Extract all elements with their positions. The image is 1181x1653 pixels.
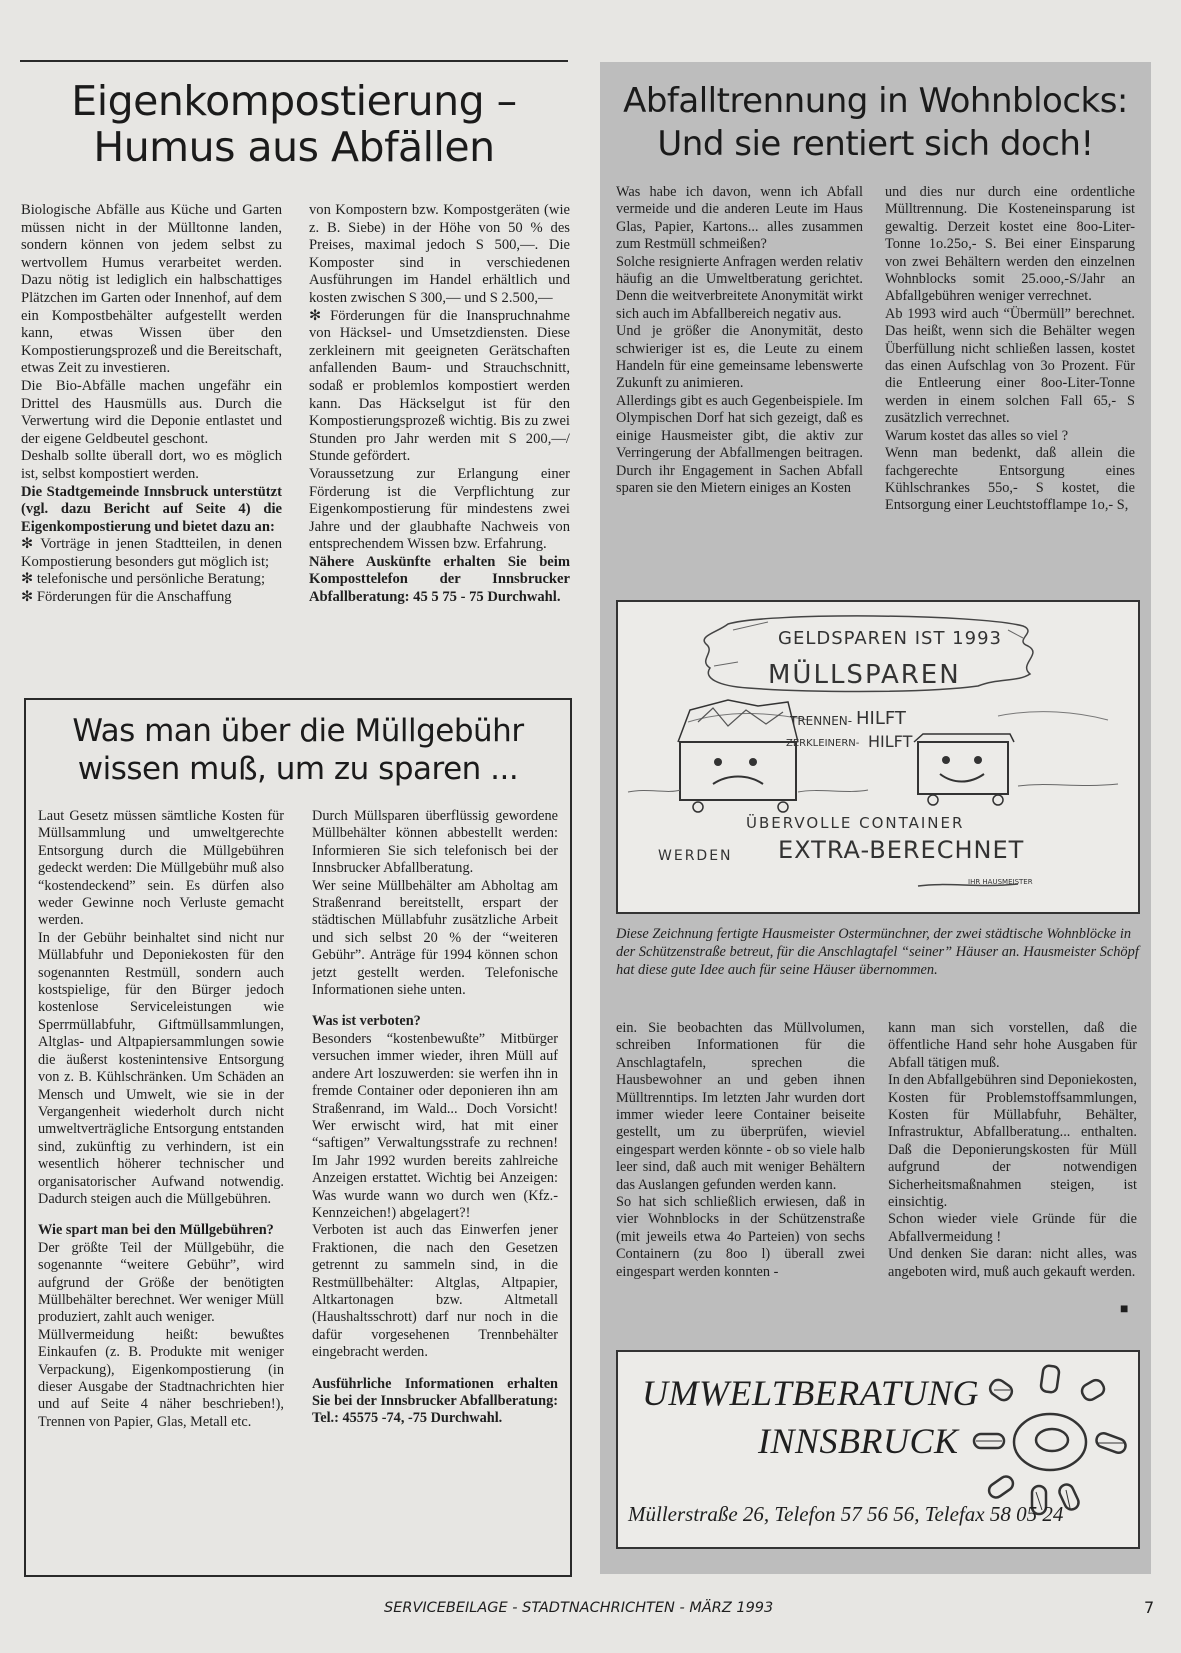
sketch-line4a: ZERKLEINERN- xyxy=(786,738,860,749)
paragraph: Allerdings gibt es auch Gegenbeispiele. Im Olympischen Dorf hat sich gezeigt, daß es einige Hausmeister gibt, die aktiv zur Verringerung der Abfallmengen beitragen. Durch ihr Engagement in Sachen Abfall sparen sie den Mietern einiges an Kosten xyxy=(616,392,863,496)
paragraph: kann man sich vorstellen, daß die öffentliche Hand sehr hohe Ausgaben für Abfall tätigen muß. xyxy=(888,1020,1137,1071)
article1-title-line2: Humus aus Abfällen xyxy=(93,123,495,171)
sketch-line2: MÜLLSPAREN xyxy=(768,660,961,690)
paragraph: Solche resignierte Anfragen werden relativ häufig an die Umweltberatung gerichtet. Denn die weitverbreitete Anonymität wirkt sich auch im Abfallbereich negativ aus. xyxy=(616,253,863,322)
paragraph: Und je größer die Anonymität, desto schwieriger ist es, die Leute zu einem Handeln für eine gemeinsame lebenswerte Zukunft zu animieren. xyxy=(616,323,863,392)
article3-col2 xyxy=(885,184,1135,515)
bold-paragraph: Ausführliche Informationen erhalten Sie bei der Innsbrucker Abfallberatung: Tel.: 45575 -74, -75 Durchwahl. xyxy=(312,1375,558,1427)
logo-line2: INNSBRUCK xyxy=(758,1421,959,1461)
paragraph: In den Abfallgebühren sind Deponiekosten, Kosten für Problemstoffsammlungen, Kosten für Müllabfuhr, Behälter, Infrastruktur, Abfallberatung... enthalten. Daß die Deponierungskosten für Müll aufgrund der notwendigen Sicherheitsmaßnahmen steigen, ist einsichtig. xyxy=(888,1072,1137,1211)
sun-icon xyxy=(970,1362,1130,1522)
paragraph: Deshalb sollte überall dort, wo es möglich ist, selbst kompostiert werden. xyxy=(21,448,282,482)
paragraph: Schon wieder viele Gründe für die Abfallvermeidung ! xyxy=(888,1211,1137,1245)
sketch-signature: IHR HAUSMEISTER xyxy=(968,878,1033,886)
article1-col2 xyxy=(309,202,570,607)
article2-title xyxy=(26,712,570,788)
paragraph: Laut Gesetz müssen sämtliche Kosten für Müllsammlung und umweltgerechte Entsorgung durch die Müllgebühren gedeckt werden: Die Müllgebühr muß also “kostendeckend” sein. Es dürfen also weder Gewinne noch Verluste gemacht werden. xyxy=(38,808,284,929)
paragraph: ein. Sie beobachten das Müllvolumen, schreiben Informationen für die Anschlagtafeln, sprechen die Hausbewohner an und geben ihnen Mülltrenntips. Im letzten Jahr wurden dort immer wieder leere Container beiseite gestellt, um zu überprüfen, wieviel eingespart werden könnte - ob so viele halb leer sind, daß auch mit weniger Behältern das Auslangen gefunden werden kann. xyxy=(616,1020,865,1193)
article1-title-line1: Eigenkompostierung – xyxy=(71,77,517,125)
paragraph: Ab 1993 wird auch “Übermüll” berechnet. Das heißt, wenn sich die Behälter wegen Überfüllung nicht schließen lassen, kostet das einen Aufschlag von 3o Prozent. Für die Entleerung einer 8oo-Liter-Tonne werden in einem solchen Fall 65,- S zusätzlich verrechnet. xyxy=(885,305,1135,427)
hausmeister-sketch xyxy=(616,600,1140,914)
article2-col2 xyxy=(312,808,558,1428)
article3-col1 xyxy=(616,184,863,497)
umweltberatung-logo-box xyxy=(616,1350,1140,1549)
bullet-item: ✻ Förderungen für die Anschaffung xyxy=(21,589,232,606)
sketch-line5: ÜBERVOLLE CONTAINER xyxy=(746,814,965,832)
bullet-item: ✻ Vorträge in jenen Stadtteilen, in denen Kompostierung besonders gut möglich ist; xyxy=(21,536,282,570)
paragraph: Müllvermeidung heißt: bewußtes Einkaufen (z. B. Produkte mit weniger Verpackung), Eigenkompostierung (in dieser Ausgabe der Stadtnachrichten hier und auf Seite 4 näher beschrieben!), Trennen von Papier, Glas, Metall etc. xyxy=(38,1326,284,1430)
article3-col3 xyxy=(616,1020,865,1281)
paragraph: von Kompostern bzw. Kompostgeräten (wie z. B. Siebe) in der Höhe von 50 % des Preises, maximal jedoch S 500,—. Die Komposter sind in verschiedenen Ausführungen im Handel erhältlich und kosten zwischen S 300,— und S 2.500,— xyxy=(309,202,570,306)
bullet-item: ✻ telefonische und persönliche Beratung; xyxy=(21,571,266,588)
article1-title xyxy=(20,78,568,170)
paragraph: Wer seine Müllbehälter am Abholtag am Straßenrand bereitstellt, erspart der städtischen Müllabfuhr zusätzliche Arbeit und sich selbst 20 % der “weiteren Gebühr”. Anträge für 1994 können schon jetzt gestellt werden. Telefonische Informationen siehe unten. xyxy=(312,877,558,999)
article2-col1 xyxy=(38,808,284,1431)
subheading: Wie spart man bei den Müllgebühren? xyxy=(38,1222,274,1239)
article2-title-line1: Was man über die Müllgebühr xyxy=(72,713,524,749)
bold-paragraph: Nähere Auskünfte erhalten Sie beim Komposttelefon der Innsbrucker Abfallberatung: 45 5 75 - 75 Durchwahl. xyxy=(309,553,570,606)
logo-address: Müllerstraße 26, Telefon 57 56 56, Telefax 58 05 24 xyxy=(628,1502,1064,1526)
sketch-caption: Diese Zeichnung fertigte Hausmeister Ostermünchner, der zwei städtische Wohnblöcke in der Schützenstraße betreut, für die Anschlagtafel “seiner” Häuser an. Hausmeister Schöpf hat diese gute Idee auch für seine Häuser übernommen. xyxy=(616,926,1139,978)
sketch-line4b: HILFT xyxy=(868,732,913,751)
sketch-line1: GELDSPAREN IST 1993 xyxy=(778,628,1002,649)
paragraph: Durch Müllsparen überflüssig gewordene Müllbehälter können abbestellt werden: Informieren Sie sich telefonisch bei der Innsbrucker Abfallberatung. xyxy=(312,808,558,877)
paragraph: Die Bio-Abfälle machen ungefähr ein Drittel des Hausmülls aus. Durch die Verwertung wird die Deponie entlastet und der eigene Geldbeutel geschont. xyxy=(21,377,282,447)
sketch-line3b: HILFT xyxy=(856,708,906,729)
paragraph: Der größte Teil der Müllgebühr, die sogenannte “weitere Gebühr”, wird aufgrund der Größe der benötigten Müllbehälter berechnet. Wer weniger Müll produziert, zahlt auch weniger. xyxy=(38,1239,284,1326)
paragraph: ✻ Förderungen für die Inanspruchnahme von Häcksel- und Umsetzdiensten. Diese zerkleinern mit geeigneten Gerätschaften anfallenden Baum- und Strauchschnitt, sodaß er problemlos kompostiert werden kann. Das Häckselgut ist für den Kompostierungsprozeß wichtig. Bis zu zwei Stunden pro Jahr werden mit S 200,—/ Stunde gefördert. xyxy=(309,307,570,465)
paragraph: Warum kostet das alles so viel ? xyxy=(885,427,1069,444)
paragraph: So hat sich schließlich erwiesen, daß in vier Wohnblocks in der Schützenstraße (mit jeweils etwa 4o Parteien) von sechs Containern (zu 8oo l) überall zwei eingespart werden konnten - xyxy=(616,1194,865,1280)
paragraph: und dies nur durch eine ordentliche Mülltrennung. Die Kosteneinsparung ist gewaltig. Derzeit kostet eine 8oo-Liter-Tonne 1o.25o,- S. Bei einer Einsparung von zwei Behältern werden den einzelnen Wohnblocks somit 25.ooo,-S/Jahr an Abfallgebühren weniger verrechnet. xyxy=(885,184,1135,305)
top-rule xyxy=(20,60,568,62)
sketch-line6b: EXTRA-BERECHNET xyxy=(778,836,1025,864)
paragraph: Verboten ist auch das Einwerfen jener Fraktionen, die nach den Gesetzen getrennt zu sammeln sind, in die Restmüllbehälter: Altglas, Altpapier, Altkartonagen bzw. Altmetall (Haushaltsschrott) darf nur noch in die dafür vorgesehenen Trennbehälter eingebracht werden. xyxy=(312,1222,558,1361)
logo-line1: UMWELTBERATUNG xyxy=(642,1373,979,1413)
subheading: Was ist verboten? xyxy=(312,1013,421,1030)
bold-paragraph: Die Stadtgemeinde Innsbruck unterstützt (vgl. dazu Bericht auf Seite 4) die Eigenkompostierung und bietet dazu an: xyxy=(21,483,282,535)
paragraph: In der Gebühr beinhaltet sind nicht nur Müllabfuhr und Deponiekosten für den sogenannten Restmüll, sondern auch kostspielige, für den Bürger jedoch kostenlose Serviceleistungen wie Sperrmüllabfuhr, Giftmüllsammlungen, Altglas- und Altpapiersammlungen sowie die äußerst kostenintensive Entsorgung von z. B. Kühlschränken. Um Schäden an Mensch und Umwelt, wie sie in der Vergangenheit wiederholt durch nicht umweltverträgliche Entsorgung entstanden sind, zukünftig zu verhindern, ist ein wesentlich höherer technischer und organisatorischer Aufwand notwendig. Dadurch steigen auch die Müllgebühren. xyxy=(38,929,284,1207)
article1-col1 xyxy=(21,202,282,607)
sketch-line3a: TRENNEN- xyxy=(790,714,853,728)
paragraph: Biologische Abfälle aus Küche und Garten müssen nicht in der Mülltonne landen, sondern können von jedem selbst zu wertvollem Humus verarbeitet werden. Dazu nötig ist lediglich ein halbschattiges Plätzchen im Garten oder Innenhof, auf dem ein Kompostbehälter aufgestellt werden kann, etwas Wissen über den Kompostierungsprozeß und die Bereitschaft, etwas Zeit zu investieren. xyxy=(21,202,282,377)
paragraph: Und denken Sie daran: nicht alles, was angeboten wird, muß auch gekauft werden. xyxy=(888,1246,1137,1280)
article2-title-line2: wissen muß, um zu sparen ... xyxy=(77,751,519,787)
paragraph: Wenn man bedenkt, daß allein die fachgerechte Entsorgung eines Kühlschrankes 55o,- S kostet, die Entsorgung einer Leuchtstofflampe 1o,- S, xyxy=(885,445,1135,514)
paragraph: Besonders “kostenbewußte” Mitbürger versuchen immer wieder, ihren Müll auf andere Art loszuwerden: sie werfen ihn in fremde Container oder deponieren ihn am Straßenrand, im Wald... Doch Vorsicht! Wer erwischt wird, hat mit einer “saftigen” Verwaltungsstrafe zu rechnen! Im Jahr 1992 wurden bereits zahlreiche Anzeigen erstattet. Wichtig bei Anzeigen: Was wurde wann wo durch wen (Kfz.-Kennzeichen!) abgelagert?! xyxy=(312,1030,558,1221)
footer-text: SERVICEBEILAGE - STADTNACHRICHTEN - MÄRZ 1993 xyxy=(384,1600,774,1616)
sketch-line6a: WERDEN xyxy=(658,848,733,864)
page-number: 7 xyxy=(1144,1598,1155,1617)
article3-title-line1: Abfalltrennung in Wohnblocks: xyxy=(623,81,1128,121)
paragraph: Was habe ich davon, wenn ich Abfall vermeide und die anderen Leute im Haus Glas, Papier, Kartons... alles zusammen zum Restmüll schmeißen? xyxy=(616,184,863,253)
article3-title xyxy=(600,80,1151,166)
article3-title-line2: Und sie rentiert sich doch! xyxy=(657,124,1094,164)
article3-col4 xyxy=(888,1020,1137,1281)
paragraph: Voraussetzung zur Erlangung einer Förderung ist die Verpflichtung zur Eigenkompostierung für mindestens zwei Jahre und der glaubhafte Nachweis von entsprechendem Wissen bzw. Erfahrung. xyxy=(309,465,570,553)
end-mark: ■ xyxy=(1120,1302,1129,1317)
